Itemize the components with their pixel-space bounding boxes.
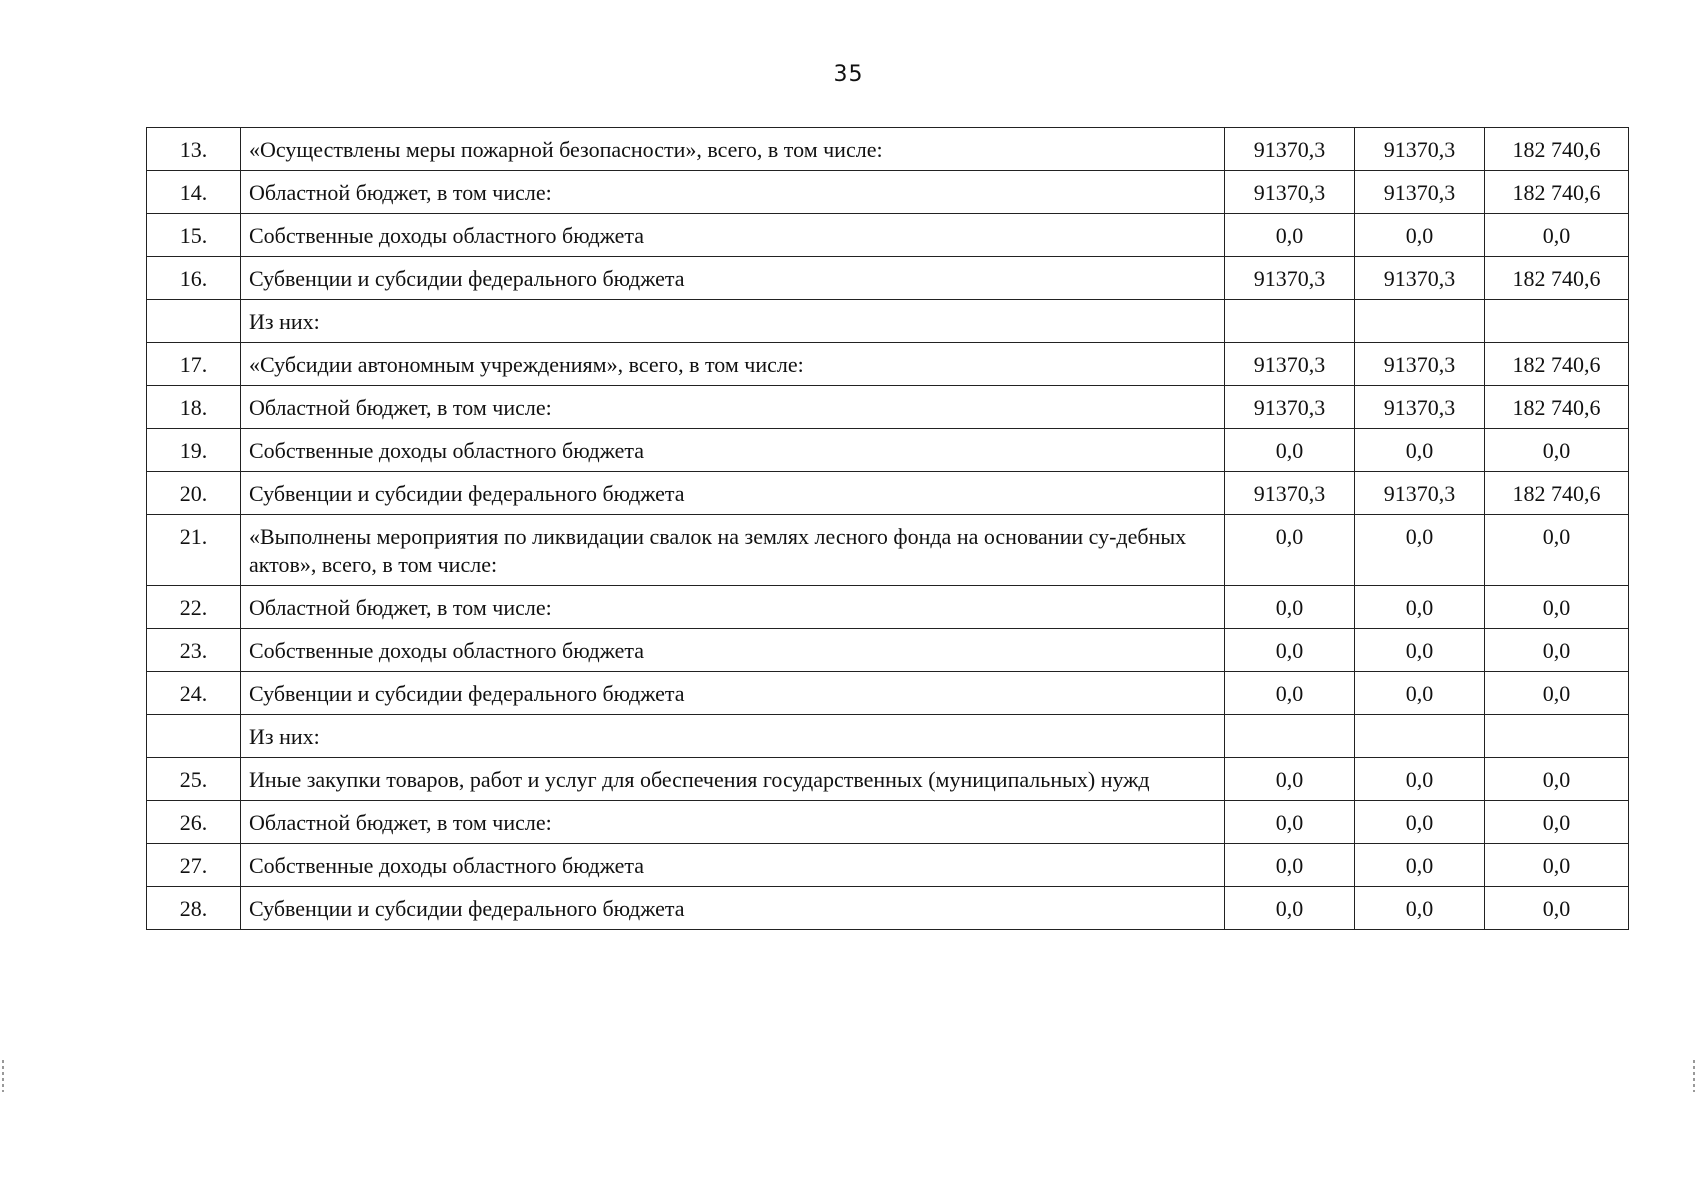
table-row: [147, 128, 1629, 171]
value-cell-1: 0,0: [1225, 515, 1355, 586]
row-description-cell: Субвенции и субсидии федерального бюджета: [241, 257, 1225, 300]
value-cell-3: 0,0: [1485, 801, 1629, 844]
table-row: [147, 257, 1629, 300]
row-description-cell: Из них:: [241, 715, 1225, 758]
value-cell-2: 0,0: [1355, 758, 1485, 801]
value-cell-1: 0,0: [1225, 214, 1355, 257]
row-number-cell: 16.: [147, 257, 241, 300]
budget-table: [146, 127, 1629, 930]
value-cell-1: 0,0: [1225, 801, 1355, 844]
row-description-cell: «Осуществлены меры пожарной безопасности», всего, в том числе:: [241, 128, 1225, 171]
value-cell-2: [1355, 300, 1485, 343]
value-cell-3: 0,0: [1485, 214, 1629, 257]
table-row: [147, 758, 1629, 801]
value-cell-3: 182 740,6: [1485, 171, 1629, 214]
value-cell-3: 0,0: [1485, 429, 1629, 472]
value-cell-1: 0,0: [1225, 586, 1355, 629]
value-cell-2: 0,0: [1355, 801, 1485, 844]
value-cell-3: 0,0: [1485, 887, 1629, 930]
row-number-cell: 15.: [147, 214, 241, 257]
table-row: [147, 629, 1629, 672]
value-cell-3: 182 740,6: [1485, 257, 1629, 300]
row-number-cell: 20.: [147, 472, 241, 515]
row-number-cell: 21.: [147, 515, 241, 586]
row-description-cell: Областной бюджет, в том числе:: [241, 386, 1225, 429]
value-cell-1: 91370,3: [1225, 257, 1355, 300]
table-row: [147, 300, 1629, 343]
value-cell-3: 0,0: [1485, 672, 1629, 715]
row-number-cell: 17.: [147, 343, 241, 386]
row-number-cell: 13.: [147, 128, 241, 171]
value-cell-1: 91370,3: [1225, 472, 1355, 515]
row-description-cell: Областной бюджет, в том числе:: [241, 801, 1225, 844]
value-cell-1: 0,0: [1225, 758, 1355, 801]
row-description-cell: Субвенции и субсидии федерального бюджета: [241, 672, 1225, 715]
value-cell-1: 91370,3: [1225, 343, 1355, 386]
value-cell-3: [1485, 300, 1629, 343]
value-cell-3: 182 740,6: [1485, 343, 1629, 386]
value-cell-3: 182 740,6: [1485, 386, 1629, 429]
row-description-cell: «Субсидии автономным учреждениям», всего, в том числе:: [241, 343, 1225, 386]
value-cell-2: 0,0: [1355, 844, 1485, 887]
value-cell-1: 0,0: [1225, 672, 1355, 715]
value-cell-2: 91370,3: [1355, 171, 1485, 214]
value-cell-1: 0,0: [1225, 629, 1355, 672]
row-number-cell: 14.: [147, 171, 241, 214]
row-number-cell: [147, 300, 241, 343]
row-description-cell: Областной бюджет, в том числе:: [241, 586, 1225, 629]
value-cell-1: 0,0: [1225, 844, 1355, 887]
value-cell-3: 182 740,6: [1485, 128, 1629, 171]
table-row: [147, 171, 1629, 214]
row-number-cell: 23.: [147, 629, 241, 672]
value-cell-3: 0,0: [1485, 629, 1629, 672]
value-cell-1: 91370,3: [1225, 386, 1355, 429]
table-row: [147, 343, 1629, 386]
table-row: [147, 386, 1629, 429]
table-body: [147, 128, 1629, 930]
table-row: [147, 672, 1629, 715]
row-description-cell: Собственные доходы областного бюджета: [241, 629, 1225, 672]
table-row: [147, 586, 1629, 629]
row-number-cell: 25.: [147, 758, 241, 801]
table-row: [147, 515, 1629, 586]
table-row: [147, 429, 1629, 472]
row-description-cell: Иные закупки товаров, работ и услуг для обеспечения государственных (муниципальных) нужд: [241, 758, 1225, 801]
value-cell-1: 0,0: [1225, 887, 1355, 930]
row-number-cell: 18.: [147, 386, 241, 429]
row-description-cell: Собственные доходы областного бюджета: [241, 844, 1225, 887]
value-cell-2: 91370,3: [1355, 472, 1485, 515]
row-description-cell: Субвенции и субсидии федерального бюджета: [241, 472, 1225, 515]
value-cell-3: 0,0: [1485, 758, 1629, 801]
row-number-cell: 24.: [147, 672, 241, 715]
value-cell-3: 0,0: [1485, 515, 1629, 586]
value-cell-2: 0,0: [1355, 515, 1485, 586]
value-cell-2: 0,0: [1355, 586, 1485, 629]
table-row: [147, 214, 1629, 257]
table-row: [147, 801, 1629, 844]
value-cell-2: 91370,3: [1355, 257, 1485, 300]
value-cell-3: [1485, 715, 1629, 758]
row-number-cell: 27.: [147, 844, 241, 887]
value-cell-1: 91370,3: [1225, 171, 1355, 214]
row-number-cell: 28.: [147, 887, 241, 930]
table-row: [147, 887, 1629, 930]
row-description-cell: Собственные доходы областного бюджета: [241, 214, 1225, 257]
value-cell-1: 0,0: [1225, 429, 1355, 472]
row-description-cell: Собственные доходы областного бюджета: [241, 429, 1225, 472]
value-cell-3: 0,0: [1485, 844, 1629, 887]
value-cell-2: 91370,3: [1355, 128, 1485, 171]
row-description-cell: «Выполнены мероприятия по ликвидации свалок на землях лесного фонда на основании су-дебных актов», всего, в том числе:: [241, 515, 1225, 586]
row-description-cell: Субвенции и субсидии федерального бюджета: [241, 887, 1225, 930]
table-row: [147, 844, 1629, 887]
value-cell-3: 0,0: [1485, 586, 1629, 629]
row-description-cell: Областной бюджет, в том числе:: [241, 171, 1225, 214]
table-row: [147, 715, 1629, 758]
page-number: 35: [833, 62, 864, 87]
value-cell-1: [1225, 300, 1355, 343]
row-number-cell: 22.: [147, 586, 241, 629]
row-number-cell: [147, 715, 241, 758]
value-cell-1: [1225, 715, 1355, 758]
value-cell-2: 0,0: [1355, 214, 1485, 257]
value-cell-2: [1355, 715, 1485, 758]
table-row: [147, 472, 1629, 515]
value-cell-2: 0,0: [1355, 672, 1485, 715]
row-number-cell: 26.: [147, 801, 241, 844]
value-cell-2: 0,0: [1355, 887, 1485, 930]
value-cell-2: 91370,3: [1355, 343, 1485, 386]
row-number-cell: 19.: [147, 429, 241, 472]
value-cell-2: 91370,3: [1355, 386, 1485, 429]
value-cell-2: 0,0: [1355, 429, 1485, 472]
value-cell-3: 182 740,6: [1485, 472, 1629, 515]
scan-edge-mark-left: [2, 1060, 4, 1092]
scan-edge-mark-right: [1693, 1060, 1695, 1092]
value-cell-1: 91370,3: [1225, 128, 1355, 171]
value-cell-2: 0,0: [1355, 629, 1485, 672]
row-description-cell: Из них:: [241, 300, 1225, 343]
